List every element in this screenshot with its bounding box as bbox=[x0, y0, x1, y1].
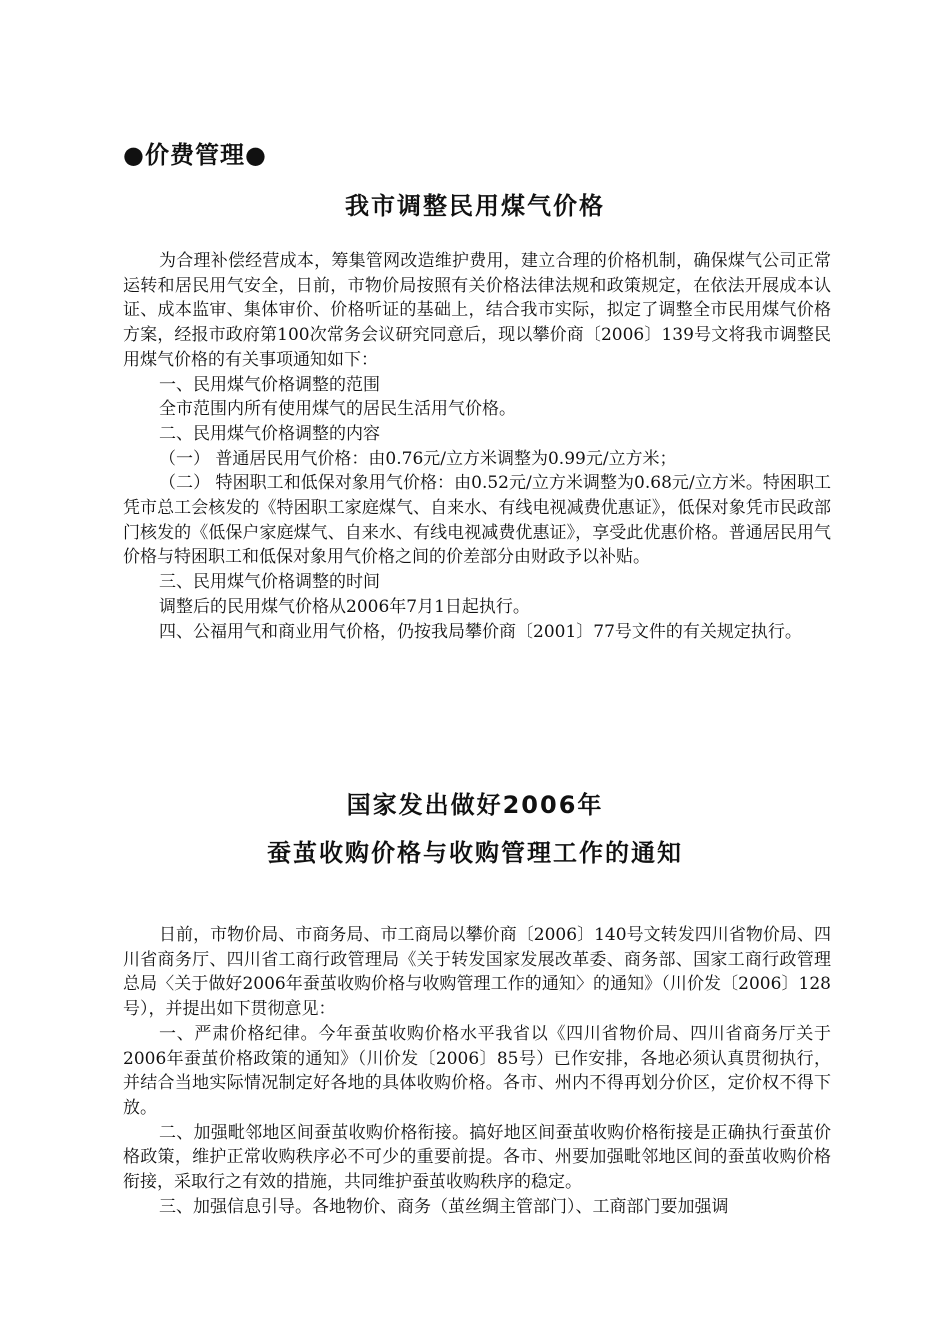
article1-paragraph: 二、民用煤气价格调整的内容 bbox=[159, 423, 380, 444]
article1-paragraph: 为合理补偿经营成本，筹集管网改造维护费用，建立合理的价格机制，确保煤气公司正常运转和居民用气安全，日前，市物价局按照有关价格法律法规和政策规定，在依法开展成本认证、成本监审、集体审价、价格听证的基础上，结合我市实际，拟定了调整全市民用煤气价格方案，经报市政府第100次常务会议研究同意后，现以攀价商〔2006〕139号文将我市调整民用煤气价格的有关事项通知如下： bbox=[123, 251, 831, 370]
article1-paragraph: 全市范围内所有使用煤气的居民生活用气价格。 bbox=[159, 399, 516, 420]
article1-title: 我市调整民用煤气价格 bbox=[345, 192, 605, 220]
article2-title-line1: 国家发出做好2006年 bbox=[346, 791, 604, 819]
section-tag: ●价费管理● bbox=[123, 141, 267, 169]
article2-title-line2: 蚕茧收购价格与收购管理工作的通知 bbox=[267, 839, 683, 867]
article2-paragraph: 日前，市物价局、市商务局、市工商局以攀价商〔2006〕140号文转发四川省物价局、四川省商务厅、四川省工商行政管理局《关于转发国家发展改革委、商务部、国家工商行政管理总局〈关于做好2006年蚕茧收购价格与收购管理工作的通知〉的通知》（川价发〔2006〕128号），并提出如下贯彻意见： bbox=[123, 925, 831, 1020]
article1-paragraph: 调整后的民用煤气价格从2006年7月1日起执行。 bbox=[159, 596, 530, 617]
article2-body bbox=[123, 923, 831, 1219]
article2-paragraph: 一、严肃价格纪律。今年蚕茧收购价格水平我省以《四川省物价局、四川省商务厅关于2006年蚕茧价格政策的通知》（川价发〔2006〕85号）已作安排，各地必须认真贯彻执行，并结合当地实际情况制定好各地的具体收购价格。各市、州内不得再划分价区，定价权不得下放。 bbox=[123, 1023, 831, 1118]
article2-paragraph: 三、加强信息引导。各地物价、商务（茧丝绸主管部门）、工商部门要加强调 bbox=[159, 1196, 729, 1217]
article1-paragraph: （二） 特困职工和低保对象用气价格：由0.52元/立方米调整为0.68元/立方米。特困职工凭市总工会核发的《特困职工家庭煤气、自来水、有线电视减费优惠证》，低保对象凭市民政部门核发的《低保户家庭煤气、自来水、有线电视减费优惠证》，享受此优惠价格。普通居民用气价格与特困职工和低保对象用气价格之间的价差部分由财政予以补贴。 bbox=[123, 473, 831, 568]
article1-paragraph: （一） 普通居民用气价格：由0.76元/立方米调整为0.99元/立方米； bbox=[159, 448, 677, 469]
article1-paragraph: 四、公福用气和商业用气价格，仍按我局攀价商〔2001〕77号文件的有关规定执行。 bbox=[159, 621, 802, 642]
article1-body bbox=[123, 249, 831, 644]
article1-paragraph: 一、民用煤气价格调整的范围 bbox=[159, 374, 380, 395]
article2-paragraph: 二、加强毗邻地区间蚕茧收购价格衔接。搞好地区间蚕茧收购价格衔接是正确执行蚕茧价格政策，维护正常收购秩序必不可少的重要前提。各市、州要加强毗邻地区间的蚕茧收购价格衔接，采取行之有效的措施，共同维护蚕茧收购秩序的稳定。 bbox=[123, 1122, 831, 1193]
article1-paragraph: 三、民用煤气价格调整的时间 bbox=[159, 572, 380, 593]
